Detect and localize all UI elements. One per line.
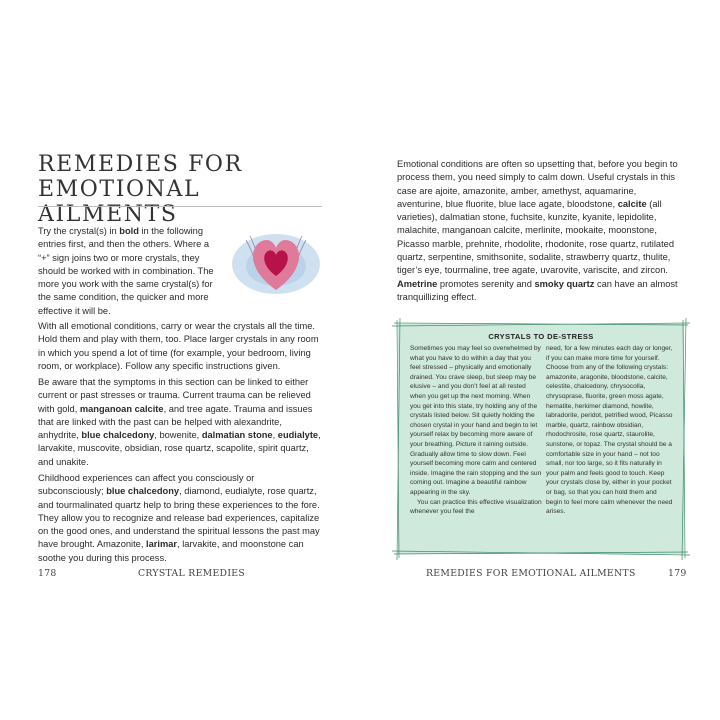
sidebar-box <box>398 324 684 554</box>
page-number-left: 178 <box>38 568 57 579</box>
bold-crystal-name: manganoan calcite <box>79 403 164 414</box>
box-column-left <box>410 344 542 517</box>
bold-crystal-name: dalmatian stone <box>201 430 273 441</box>
text-run: Try the crystal(s) in <box>38 226 120 236</box>
bold-crystal-name: bold <box>119 226 139 236</box>
bold-crystal-name: eudialyte <box>277 430 319 441</box>
bold-crystal-name: Ametrine <box>397 278 438 289</box>
box-column-right: need, for a few minutes each day or longer, if you can make more time for yourself. Choose from any of the following crystals: amazonite, aragonite, bloodstone, calcite, celestite, chalcedony, chrysocolla, chrysoprase, fluorite, green moss agate, hematite, herkimer diamond, howlite, labradorite, peridot, petrified wood, Picasso marble, quartz, rainbow obsidian, rhodochrosite, rose quartz, staurolite, sunstone, or topaz. The crystal should be a comfortable size in your hand – not too small, nor too large, so it fits naturally in your palm and feels good to touch. Keep your crystals close by, either in your pocket or bag, so that you can hold them and begin to feel more calm whenever the need arises. <box>546 345 673 516</box>
text-run: in the following entries first, and then the others. Where a “+” sign joins two or more crystals, they should be worked with in combination. The more you work with the same crystal(s) for the same condition, the quicker and more effective it will be. <box>38 226 214 316</box>
box-paragraph: You can practice this effective visualization whenever you feel the <box>410 498 542 516</box>
text-run: Childhood experiences can affect you consciously or subconsciously; <box>38 473 255 497</box>
running-head-right: REMEDIES FOR EMOTIONAL AILMENTS <box>426 568 636 579</box>
text-run: , larvakite, and moonstone can soothe you during this process. <box>38 539 304 563</box>
bold-crystal-name: larimar <box>146 539 178 550</box>
body-paragraph <box>38 472 322 565</box>
bold-crystal-name: calcite <box>617 198 647 209</box>
body-paragraph: With all emotional conditions, carry or wear the crystals all the time. Hold them and play with them, too. Place larger crystals in any room in which you spend a lot of time (for example, your bedroom, living room, or workplace). Follow any specific instructions given. <box>38 321 319 371</box>
text-run: , larvakite, muscovite, obsidian, rose quartz, scapolite, spirit quartz, and unakite. <box>38 430 321 467</box>
text-run: (all varieties), dalmatian stone, fuchsite, kunzite, kyanite, lepidolite, malachite, manganoan calcite, merlinite, mookaite, moonstone, Picasso marble, prehnite, rhodolite, rhodonite, rose quartz, rutilated quartz, serpentine, smithsonite, sodalite, strawberry quartz, thulite, tiger’s eye, tourmaline, tree agate, uvarovite, variscite, and zircon. <box>397 198 674 276</box>
title-divider <box>38 206 322 207</box>
page-title <box>38 152 328 227</box>
text-run: , <box>272 430 278 441</box>
body-paragraph <box>38 376 322 469</box>
box-paragraph: Sometimes you may feel so overwhelmed by what you have to do within a day that you feel stressed – physically and emotionally drained. You crave sleep, but sleep may be elusive – and you don’t feel at all rested when you get up the next morning. When you get into this state, try holding any of the crystals listed below. Sit quietly holding the chosen crystal in your hand and begin to let yourself relax by becoming more aware of your breathing. Picture it raining outside. Gradually allow time to slow down. Feel yourself becoming more calm and centered inside. Imagine the rain stopping and the sun coming out. Imagine a beautiful rainbow appearing in the sky. <box>410 345 542 496</box>
title-line-2: EMOTIONAL AILMENTS <box>38 177 201 227</box>
text-run: can have an almost tranquillizing effect. <box>397 278 678 302</box>
text-run: promotes serenity and <box>437 278 535 289</box>
text-run: , bowenite, <box>154 430 202 441</box>
heart-with-wings-icon <box>230 220 322 300</box>
bold-crystal-name: smoky quartz <box>534 278 595 289</box>
text-run: , diamond, eudialyte, rose quartz, and tourmalinated quartz help to bring these experiences to the fore. They allow you to recognize and release bad experiences, capitalize on the good ones, and understand the spiritual lessons the past may have brought. Amazonite, <box>38 486 320 550</box>
bold-crystal-name: blue chalcedony <box>81 430 155 441</box>
page-number-right: 179 <box>668 568 687 579</box>
running-head-left: CRYSTAL REMEDIES <box>138 568 246 579</box>
text-run: , and tree agate. Trauma and issues that are linked with the past can be helped with alexandrite, anhydrite, <box>38 403 313 441</box>
title-line-1: REMEDIES FOR <box>38 152 243 177</box>
text-run: Be aware that the symptoms in this section can be linked to either current or past stresses or trauma. Current trauma can be relieved with gold, <box>38 377 311 414</box>
bold-crystal-name: blue chalcedony <box>106 486 180 497</box>
body-paragraph <box>397 158 683 304</box>
text-run: Emotional conditions are often so upsetting that, before you begin to process them, you need simply to calm down. Useful crystals in this case are ajoite, amazonite, amber, amethyst, aquamarine, aventurine, blue fluorite, blue lace agate, bloodstone, <box>397 159 678 209</box>
intro-paragraph <box>38 225 220 318</box>
box-title: CRYSTALS TO DE-STRESS <box>488 332 594 341</box>
